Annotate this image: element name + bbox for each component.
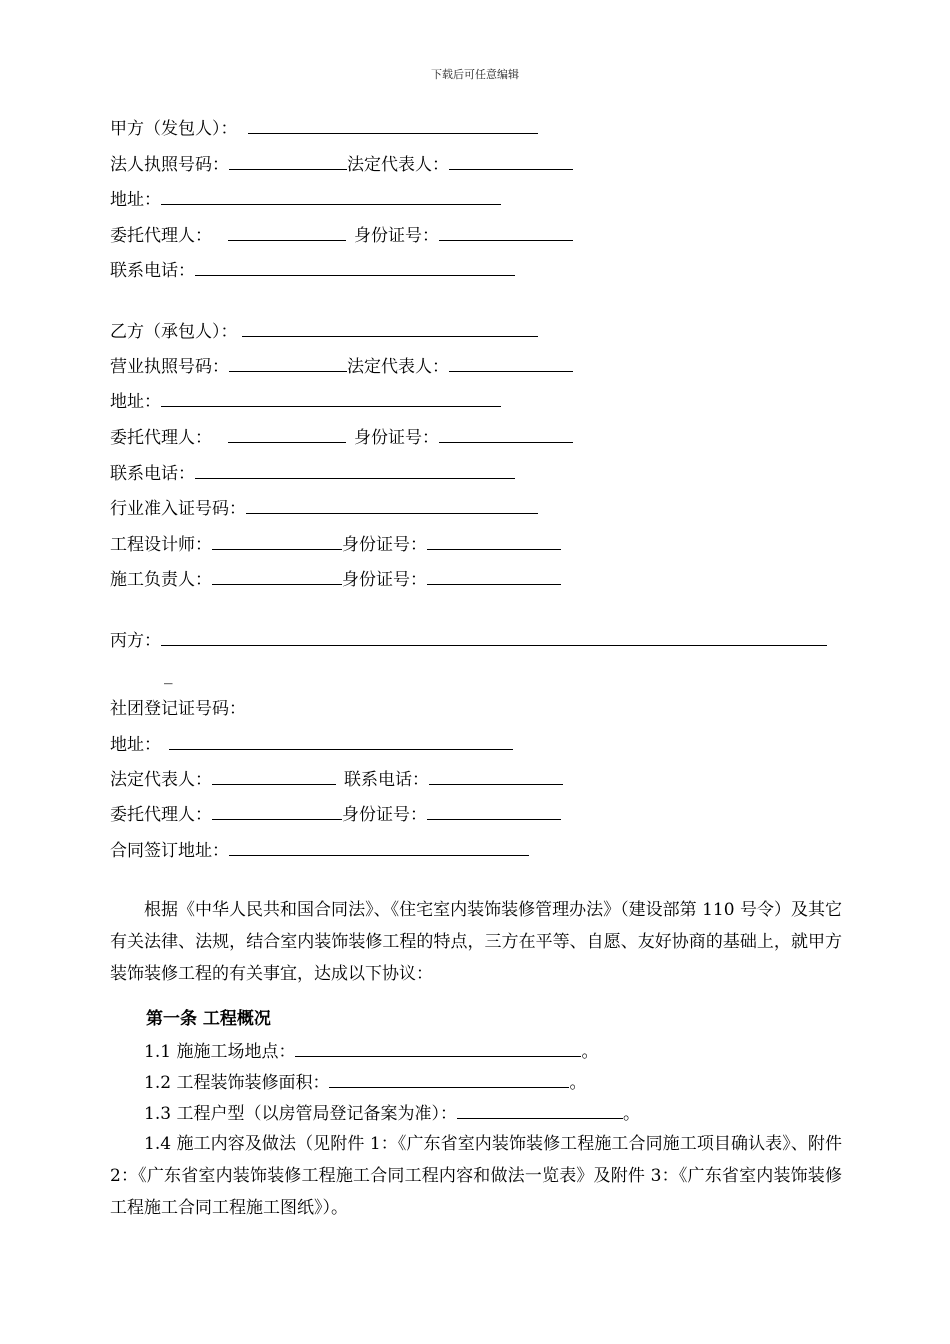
- party-b-phone-label: 联系电话：: [110, 464, 195, 484]
- party-a-address-label: 地址：: [110, 190, 161, 210]
- party-c-id-blank[interactable]: [427, 803, 561, 820]
- party-a-agent-label: 委托代理人：: [110, 226, 212, 246]
- party-b-designer-id-label: 身份证号：: [342, 535, 427, 555]
- party-c-phone-label: 联系电话：: [344, 770, 429, 790]
- party-c-address-blank[interactable]: [169, 733, 513, 750]
- party-c-name-blank[interactable]: [161, 629, 827, 646]
- item-3-label: 1.3 工程户型（以房管局登记备案为准）：: [144, 1104, 457, 1124]
- party-b-designer-id-blank[interactable]: [427, 533, 561, 550]
- party-a-license-label: 法人执照号码：: [110, 155, 229, 175]
- party-a-agent-line: [110, 224, 573, 246]
- party-a-title-line: [110, 117, 538, 139]
- party-a-license-line: [110, 153, 573, 175]
- party-b-agent-label: 委托代理人：: [110, 428, 212, 448]
- party-b-industry-cert-line: [110, 497, 538, 519]
- item-2-blank[interactable]: [329, 1071, 569, 1088]
- party-c-registration-label: 社团登记证号码：: [110, 699, 246, 719]
- party-c-legal-rep-blank[interactable]: [212, 768, 336, 785]
- party-c-title: 丙方：: [110, 631, 161, 651]
- party-c-address-line: [110, 733, 513, 755]
- party-b-license-label: 营业执照号码：: [110, 357, 229, 377]
- article-1-item-3: [144, 1102, 640, 1124]
- party-c-agent-label: 委托代理人：: [110, 805, 212, 825]
- party-a-agent-blank[interactable]: [228, 224, 346, 241]
- party-c-agent-line: [110, 803, 561, 825]
- item-1-end-mark: 。: [581, 1042, 599, 1062]
- party-b-agent-line: [110, 426, 573, 448]
- party-b-industry-cert-label: 行业准入证号码：: [110, 499, 246, 519]
- party-b-designer-blank[interactable]: [212, 533, 342, 550]
- article-1-item-1: [144, 1040, 598, 1062]
- item-2-end-mark: 。: [569, 1073, 587, 1093]
- party-b-construction-lead-blank[interactable]: [212, 568, 342, 585]
- party-b-construction-lead-id-label: 身份证号：: [342, 570, 427, 590]
- party-b-address-blank[interactable]: [161, 390, 501, 407]
- party-c-registration-line: [110, 698, 246, 720]
- party-b-industry-cert-blank[interactable]: [246, 497, 538, 514]
- party-c-id-label: 身份证号：: [342, 805, 427, 825]
- party-a-legal-rep-label: 法定代表人：: [347, 155, 449, 175]
- party-c-phone-blank[interactable]: [429, 768, 563, 785]
- party-b-construction-lead-id-blank[interactable]: [427, 568, 561, 585]
- party-b-address-label: 地址：: [110, 392, 161, 412]
- item-1-label: 1.1 施施工场地点：: [144, 1042, 296, 1062]
- preamble-paragraph: 根据《中华人民共和国合同法》、《住宅室内装饰装修管理办法》（建设部第 110 号令）及其它有关法律、法规，结合室内装饰装修工程的特点，三方在平等、自愿、友好协商的基础上，就甲方装饰装修工程的有关事宜，达成以下协议：: [110, 900, 842, 984]
- party-b-id-label: 身份证号：: [354, 428, 439, 448]
- party-b-legal-rep-blank[interactable]: [449, 355, 573, 372]
- party-a-id-blank[interactable]: [439, 224, 573, 241]
- party-b-construction-lead-line: [110, 568, 561, 590]
- party-b-legal-rep-label: 法定代表人：: [347, 357, 449, 377]
- party-a-phone-blank[interactable]: [195, 259, 515, 276]
- party-c-title-line: [110, 629, 827, 651]
- party-c-agent-blank[interactable]: [212, 803, 342, 820]
- party-c-address-label: 地址：: [110, 735, 161, 755]
- party-b-address-line: [110, 390, 501, 412]
- party-c-legal-rep-label: 法定代表人：: [110, 770, 212, 790]
- item-2-label: 1.2 工程装饰装修面积：: [144, 1073, 330, 1093]
- item-3-blank[interactable]: [457, 1102, 623, 1119]
- party-c-legal-rep-line: [110, 768, 563, 790]
- party-c-overflow-line: [164, 664, 173, 686]
- party-a-legal-rep-blank[interactable]: [449, 153, 573, 170]
- signing-address-label: 合同签订地址：: [110, 841, 229, 861]
- article-1-item-2: [144, 1071, 586, 1093]
- party-b-id-blank[interactable]: [439, 426, 573, 443]
- party-a-address-blank[interactable]: [161, 188, 501, 205]
- party-b-license-line: [110, 355, 573, 377]
- party-a-address-line: [110, 188, 501, 210]
- party-c-overflow-mark: _: [164, 665, 173, 685]
- party-a-title: 甲方（发包人）：: [110, 119, 238, 139]
- party-b-phone-blank[interactable]: [195, 462, 515, 479]
- party-a-license-blank[interactable]: [229, 153, 347, 170]
- item-1-blank[interactable]: [295, 1040, 581, 1057]
- party-a-phone-label: 联系电话：: [110, 261, 195, 281]
- article-1-heading: 第一条 工程概况: [146, 1009, 271, 1029]
- item-3-end-mark: 。: [622, 1104, 640, 1124]
- page-header: 下载后可任意编辑: [431, 68, 519, 81]
- signing-address-line: [110, 839, 529, 861]
- party-b-title: 乙方（承包人）：: [110, 322, 238, 342]
- party-b-designer-label: 工程设计师：: [110, 535, 212, 555]
- party-a-id-label: 身份证号：: [354, 226, 439, 246]
- party-a-phone-line: [110, 259, 515, 281]
- signing-address-blank[interactable]: [229, 839, 529, 856]
- party-b-construction-lead-label: 施工负责人：: [110, 570, 212, 590]
- party-b-phone-line: [110, 462, 515, 484]
- party-b-name-blank[interactable]: [242, 320, 538, 337]
- party-b-title-line: [110, 320, 538, 342]
- party-b-license-blank[interactable]: [229, 355, 347, 372]
- party-a-name-blank[interactable]: [248, 117, 538, 134]
- party-b-agent-blank[interactable]: [228, 426, 346, 443]
- party-b-designer-line: [110, 533, 561, 555]
- article-1-item-4: 1.4 施工内容及做法（见附件 1：《广东省室内装饰装修工程施工合同施工项目确认表》、附件 2：《广东省室内装饰装修工程施工合同工程内容和做法一览表》及附件 3：《广东省室内装饰装修工程施工合同工程施工图纸》）。: [110, 1134, 842, 1218]
